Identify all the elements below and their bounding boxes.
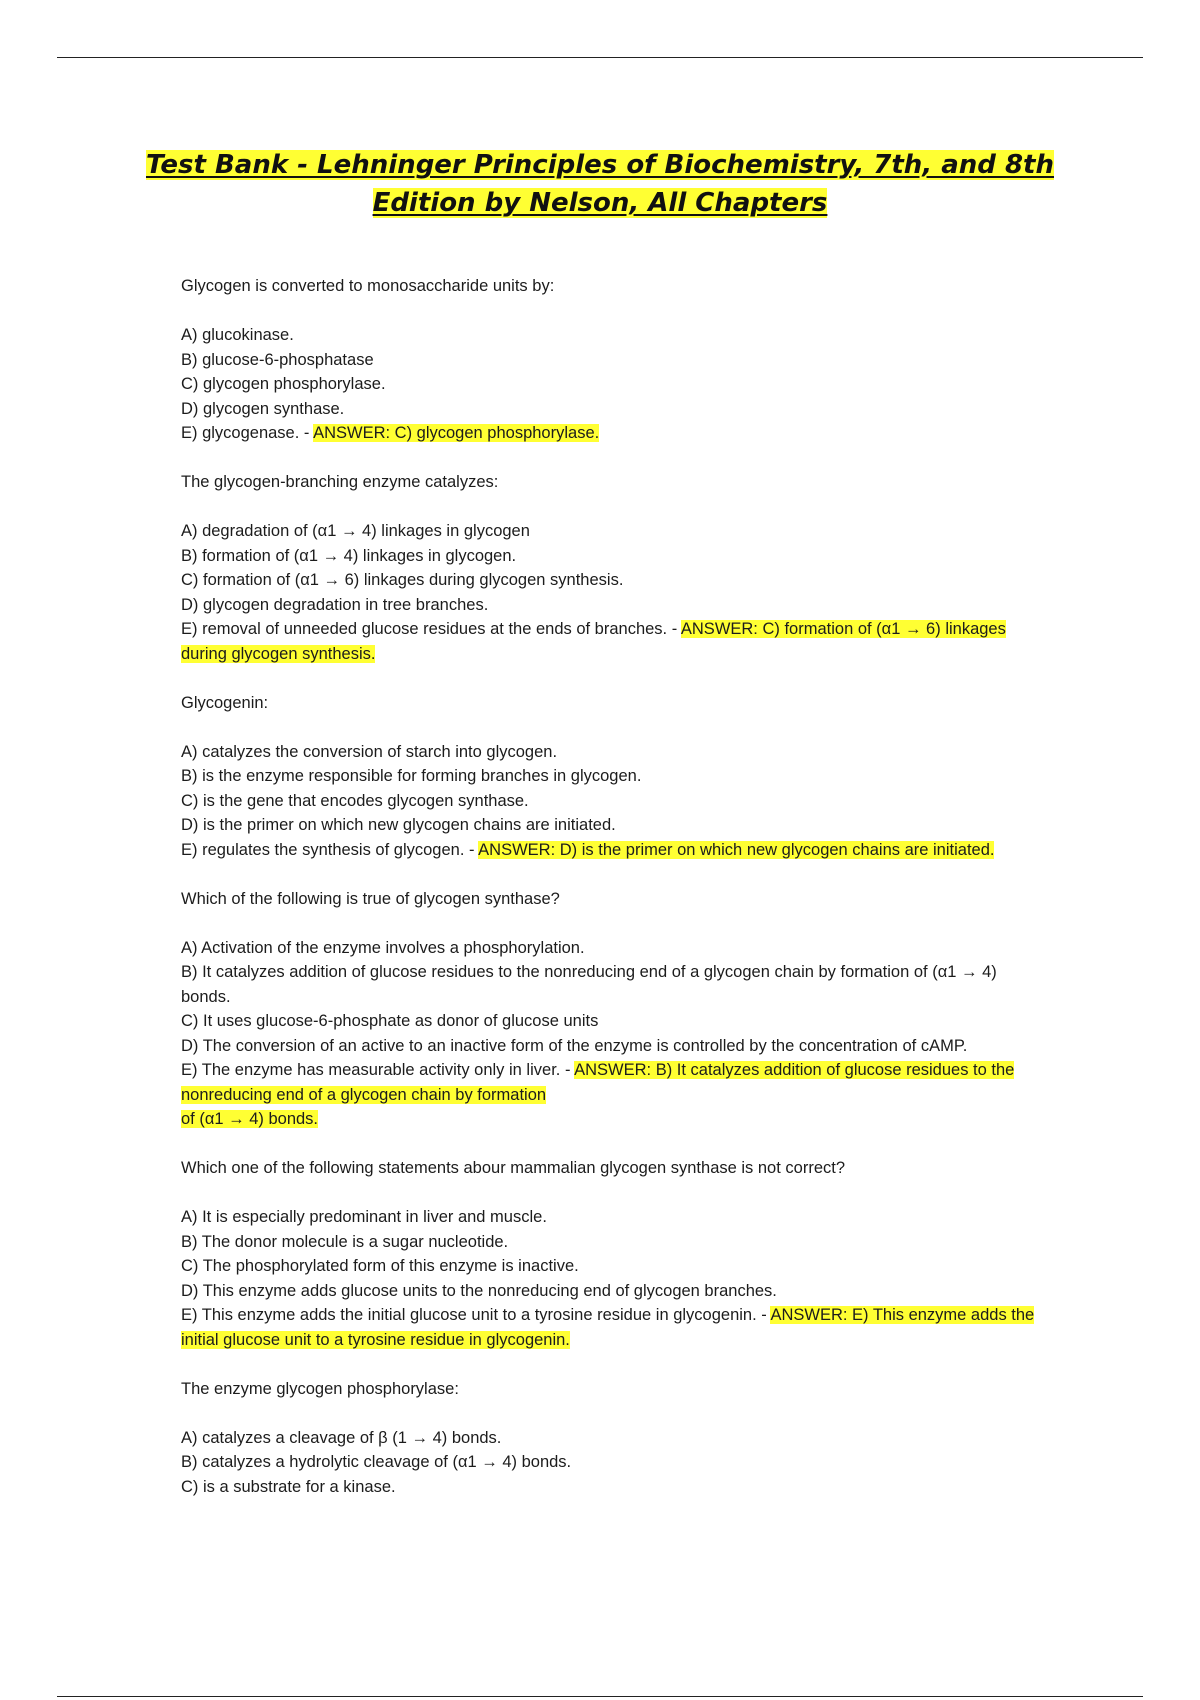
option-e-text: E) This enzyme adds the initial glucose unit to a tyrosine residue in glycogenin. - bbox=[181, 1306, 771, 1324]
option-c: C) The phosphorylated form of this enzyme is inactive. bbox=[181, 1257, 579, 1275]
option-b: B) It catalyzes addition of glucose residues to the nonreducing end of a glycogen chain by formation of (α1 → 4) bonds. bbox=[181, 963, 997, 1006]
option-c: C) is a substrate for a kinase. bbox=[181, 1477, 396, 1496]
option-c: C) formation of (α1 → 6) linkages during glycogen synthesis. bbox=[181, 571, 624, 589]
option-e bbox=[181, 421, 1041, 446]
question-4 bbox=[181, 887, 1041, 1132]
option-b: B) is the enzyme responsible for forming branches in glycogen. bbox=[181, 767, 642, 785]
question-5 bbox=[181, 1156, 1041, 1352]
answer-highlight: ANSWER: C) formation of (α1 → 6) linkages during glycogen synthesis. bbox=[181, 620, 1006, 663]
question-stem: Which one of the following statements abour mammalian glycogen synthase is not correct? bbox=[181, 1159, 846, 1177]
option-a: A) catalyzes the conversion of starch into glycogen. bbox=[181, 742, 558, 761]
question-6 bbox=[181, 1377, 1041, 1500]
option-d: D) The conversion of an active to an inactive form of the enzyme is controlled by the concentration of cAMP. bbox=[181, 1036, 968, 1055]
answer-highlight: ANSWER: D) is the primer on which new glycogen chains are initiated. bbox=[478, 840, 995, 859]
header-rule bbox=[57, 57, 1143, 58]
question-stem: The enzyme glycogen phosphorylase: bbox=[181, 1379, 459, 1398]
question-stem: Which of the following is true of glycogen synthase? bbox=[181, 889, 560, 908]
answer-highlight-continued: of (α1 → 4) bonds. bbox=[181, 1110, 319, 1128]
title-line-1: Test Bank - Lehninger Principles of Biochemistry, 7th, and 8th bbox=[146, 150, 1054, 180]
option-e bbox=[181, 1058, 1041, 1132]
option-e-text: E) removal of unneeded glucose residues at the ends of branches. - bbox=[181, 620, 681, 638]
option-d: D) This enzyme adds glucose units to the nonreducing end of glycogen branches. bbox=[181, 1281, 777, 1300]
option-b: B) The donor molecule is a sugar nucleotide. bbox=[181, 1232, 509, 1251]
question-3 bbox=[181, 691, 1041, 863]
option-e-text: E) regulates the synthesis of glycogen. - bbox=[181, 840, 479, 859]
option-b: B) catalyzes a hydrolytic cleavage of (α1 → 4) bonds. bbox=[181, 1453, 572, 1471]
option-d: D) is the primer on which new glycogen chains are initiated. bbox=[181, 816, 616, 834]
option-b: B) formation of (α1 → 4) linkages in glycogen. bbox=[181, 546, 517, 565]
option-e-text: E) The enzyme has measurable activity only in liver. - bbox=[181, 1061, 575, 1079]
option-a: A) catalyzes a cleavage of β (1 → 4) bonds. bbox=[181, 1428, 502, 1447]
option-c: C) glycogen phosphorylase. bbox=[181, 375, 386, 393]
answer-highlight: ANSWER: C) glycogen phosphorylase. bbox=[313, 424, 600, 442]
option-a: A) degradation of (α1 → 4) linkages in glycogen bbox=[181, 522, 530, 540]
question-2 bbox=[181, 470, 1041, 666]
option-a: A) Activation of the enzyme involves a phosphorylation. bbox=[181, 938, 585, 957]
document-title bbox=[100, 146, 1100, 222]
option-a: A) It is especially predominant in liver and muscle. bbox=[181, 1208, 547, 1226]
option-e bbox=[181, 617, 1041, 666]
answer-highlight: ANSWER: B) It catalyzes addition of glucose residues to the nonreducing end of a glycogen chain by formation bbox=[181, 1061, 1015, 1104]
question-1 bbox=[181, 274, 1041, 446]
option-b: B) glucose-6-phosphatase bbox=[181, 350, 374, 369]
question-stem: Glycogen is converted to monosaccharide units by: bbox=[181, 277, 555, 295]
question-stem: Glycogenin: bbox=[181, 693, 269, 712]
answer-highlight: ANSWER: E) This enzyme adds the initial glucose unit to a tyrosine residue in glycogenin. bbox=[181, 1306, 1035, 1349]
footer-rule bbox=[57, 1696, 1143, 1697]
option-d: D) glycogen synthase. bbox=[181, 399, 345, 418]
title-line-2: Edition by Nelson, All Chapters bbox=[372, 188, 828, 218]
question-stem: The glycogen-branching enzyme catalyzes: bbox=[181, 473, 499, 491]
option-a: A) glucokinase. bbox=[181, 326, 294, 344]
option-e bbox=[181, 838, 1041, 863]
question-list bbox=[181, 274, 1041, 1524]
option-e-text: E) glycogenase. - bbox=[181, 424, 314, 442]
option-c: C) is the gene that encodes glycogen synthase. bbox=[181, 791, 529, 810]
option-c: C) It uses glucose-6-phosphate as donor of glucose units bbox=[181, 1012, 599, 1030]
option-e bbox=[181, 1303, 1041, 1352]
option-d: D) glycogen degradation in tree branches. bbox=[181, 595, 489, 614]
